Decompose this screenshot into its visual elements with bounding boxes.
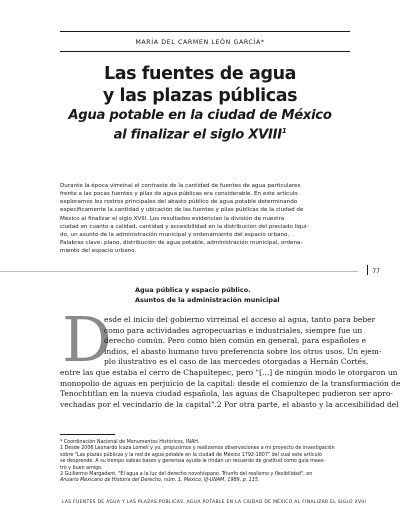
body-line: plo ilustrativo es el caso de las mercedes otorgadas a Hernán Cortés, xyxy=(104,357,369,367)
abstract-line: Durante la época virreinal el contraste de la cantidad de fuentes de agua particulares xyxy=(60,183,301,189)
abstract-line: ciudad en cuanto a calidad, cantidad y accesibilidad en la distribución del preciado líqui- xyxy=(60,223,309,230)
footnote-line: 1 Desde 2006 Leonardo Icaza Lomelí y yo, propusimos y realizamos observaciones a mi proyecto de investigación xyxy=(60,446,335,452)
footnote-line: se desprende. A su tiempo sabias bases y generosa ayuda le rindan un recuerdo de gratitud como guía maes- xyxy=(60,459,326,465)
header-rule-bottom xyxy=(60,51,350,52)
body-line: derecho común. Pero como bien común en general, para españoles e xyxy=(104,336,367,346)
footnote-line: sobre "Las plazas públicas y la red de agua potable en la ciudad de México 1792-1807" del cual este artículo xyxy=(60,452,322,458)
section-heading xyxy=(135,285,280,305)
body-line: esde el inicio del gobierno virreinal el acceso al agua, tanto para beber xyxy=(104,315,376,324)
abstract-line: México al finalizar el siglo XVIII. Los resultados evidencian la división de nuestra xyxy=(60,215,285,222)
abstract-line: Palabras clave: plano, distribución de agua potable, administración municipal, ordena- xyxy=(60,240,303,247)
subtitle-footnote-mark: 1 xyxy=(281,127,287,135)
subtitle-line-1: Agua potable en la ciudad de México xyxy=(68,108,332,123)
footnote-line: tro y buen amigo. xyxy=(60,465,103,471)
section-heading-line-1: Agua pública y espacio público. xyxy=(135,286,251,294)
abstract-line: do, un asunto de la administración municipal y ordenamiento del espacio urbano. xyxy=(60,231,290,238)
subtitle-line-2-text: al finalizar el siglo XVIII xyxy=(113,127,282,143)
abstract xyxy=(60,182,350,255)
subtitle-line-2 xyxy=(0,127,400,142)
footnote-line: Anuario Mexicano de Historia del Derecho, núm. 1, México, IIJ-UNAM, 1989, p. 115. xyxy=(60,478,260,484)
footnote-divider xyxy=(60,434,115,435)
abstract-line: miento del espacio urbano. xyxy=(60,248,137,255)
abstract-line: exploramos los rostros principales del abasto público de agua potable determinando xyxy=(60,199,298,206)
header-rule-top xyxy=(60,31,350,32)
running-footer: LAS FUENTES DE AGUA Y LAS PLAZAS PÚBLICAS. AGUA POTABLE EN LA CIUDAD DE MÉXICO AL FINALIZAR EL SIGLO XVIII xyxy=(62,500,367,505)
body-line: monopolio de aguas en perjuicio de la capital: desde el comienzo de la transformación de xyxy=(60,378,400,388)
page-number: 77 xyxy=(372,268,380,275)
footnotes xyxy=(60,440,360,485)
drop-cap: D xyxy=(62,303,112,376)
title-line-2: y las plazas públicas xyxy=(102,86,298,106)
body-line: indios, el abasto humano tuvo preferencia sobre los otros usos. Un ejem- xyxy=(104,346,382,356)
page-number-bar xyxy=(367,265,368,275)
abstract-line: específicamente la cantidad y ubicación de las fuentes y pilas públicas de la ciudad de xyxy=(60,207,304,214)
footnote-line: * Coordinación Nacional de Monumentos Históricos, INAH. xyxy=(60,440,200,445)
body-line: como para actividades agropecuarias e industriales, siempre fue un xyxy=(104,325,363,335)
abstract-line: frente a las pocas fuentes y pilas de agua públicas era considerable. En este artículo xyxy=(60,191,298,198)
body-line: Tenochtitlan en la nueva ciudad española, las aguas de Chapultepec pudieron ser apro- xyxy=(60,389,393,399)
title-line-1: Las fuentes de agua xyxy=(103,64,297,84)
body-line: entre las que estaba el cerro de Chapultepec, pero "[...] de ningún modo le otorgaron un xyxy=(60,368,398,377)
body-line: vechadas por el vecindario de la capital".2 Por otra parte, el abasto y la accesibilidad del xyxy=(60,399,399,409)
page-number-rule xyxy=(0,271,358,272)
footnote-line: 2 Guillermo Margadant, "El agua a la luz del derecho novohispano. Triunfo del realismo y flexibilidad", en xyxy=(60,472,313,478)
section-heading-line-2: Asuntos de la administración municipal xyxy=(135,296,280,304)
author-name: MARÍA DEL CARMEN LEÓN GARCÍA* xyxy=(135,39,265,46)
